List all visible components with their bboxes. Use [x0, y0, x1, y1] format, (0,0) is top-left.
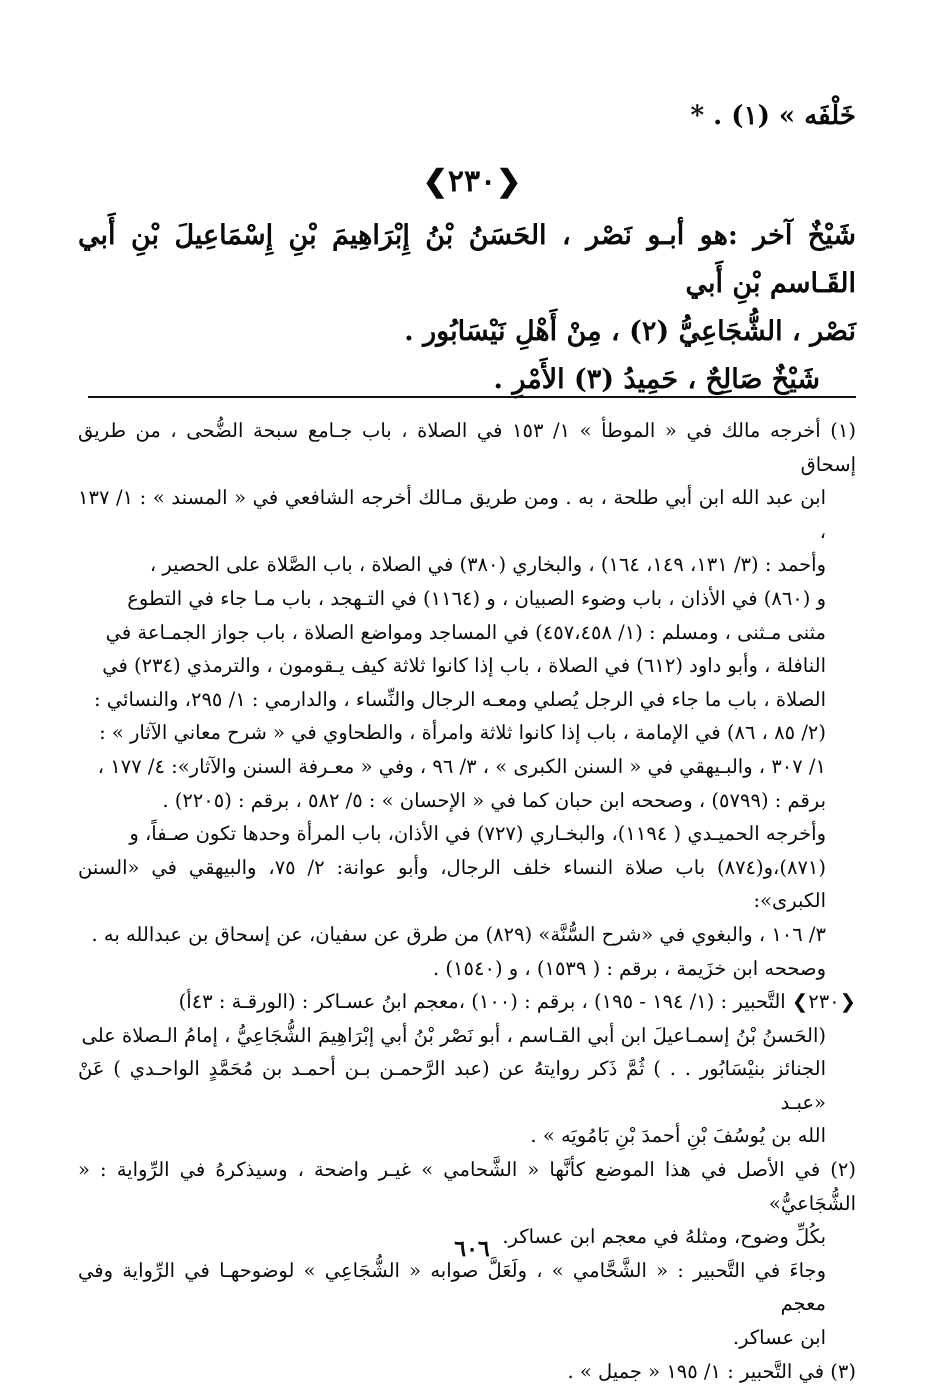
page-number: ٦٠٦ — [454, 1236, 490, 1262]
footnote-line: ٣/ ١٠٦ ، والبغوي في «شرح السُّنَّة» (٨٢٩) من طرق عن سفيان، عن إسحاق بن عبدالله به . — [91, 922, 826, 946]
entry-number: ❮٢٣٠❯ — [422, 164, 522, 199]
footnote-line: (٢/ ٨٥ ، ٨٦) في الإمامة ، باب إذا كانوا ثلاثة وامرأة ، والطحاوي في « شرح معاني الآثار » : — [99, 721, 826, 745]
top-line-text: خَلْفَه » (١) . * — [690, 101, 856, 131]
footnote-line: و (٨٦٠) في الأذان ، باب وضوء الصبيان ، و (١١٦٤) في التـهجد ، باب مـا جاء في التطوع — [127, 586, 826, 610]
entry-line: شَيْخٌ آخر :هو أبـو نَصْر ، الحَسَنُ بْنُ إِبْرَاهِيمَ بْنِ إِسْمَاعِيلَ بْنِ أَبي القَـاسم بْنِ أَبي — [78, 220, 856, 299]
footnote-line: بكُلِّ وضوح، ومثلهُ في معجم ابن عساكر. — [502, 1225, 826, 1249]
footnote-line: (٨٧١)،و(٨٧٤) باب صلاة النساء خلف الرجال، وأبو عوانة: ٢/ ٧٥، والبيهقي في «السنن الكبرى»: — [78, 855, 826, 913]
footnote-line: وصححه ابن خزَيمة ، برقم : ( ١٥٣٩) ، و (١٥٤٠) . — [433, 956, 826, 980]
footnote-line: الجنائز بنيْسَابُور . . ) ثُمَّ ذَكر روايتهُ عن (عبد الرَّحمـن بـن أحمـد بن مُحَمَّدٍ الواحـدي ) عَنْ «عبـد — [78, 1057, 826, 1114]
footnote-line: النافلة ، وأبو داود (٦١٢) في الصلاة ، باب إذا كانوا ثلاثة كيف يـقومون ، والترمذي (٢٣٤) في — [102, 654, 826, 678]
footnote-divider — [88, 396, 856, 398]
footnote-line: وأحمد : (٣/ ١٣١، ١٤٩، ١٦٤) ، والبخاري (٣٨٠) في الصلاة ، باب الصَّلاة على الحصير ، — [149, 553, 826, 577]
footnote-line: (٣) في التَّحبير : ١/ ١٩٥ « جميل » . — [567, 1359, 856, 1383]
entry-line: شَيْخٌ صَالِحٌ ، حَمِيدُ (٣) الأَمْرِ . — [493, 364, 820, 395]
footnote-line: الله بن يُوسُفَ بْنِ أحمدَ بْنِ بَامُويَه » . — [530, 1124, 826, 1148]
entry-line: نَصْر ، الشُّجَاعِيُّ (٢) ، مِنْ أَهْلِ نَيْسَابُور . — [404, 316, 856, 347]
footnote-line: (١) أخرجه مالك في « الموطأ » ١/ ١٥٣ في الصلاة ، باب جـامع سبحة الضُّحى ، من طريق إسحاق — [78, 419, 856, 476]
footnote-line: الصلاة ، باب ما جاء في الرجل يُصلي ومعـه الرجال والنِّساء ، والدارمي : ١/ ٢٩٥، والنسائي : — [94, 687, 826, 711]
entry-body — [78, 212, 856, 404]
footnote-line: برقم : (٥٧٩٩) ، وصححه ابن حبان كما في « الإحسان » : ٥/ ٥٨٢ ، برقم : (٢٢٠٥) . — [162, 788, 826, 812]
footnote-line: ابن عساكر. — [732, 1326, 826, 1350]
footnote-line: ❮٢٣٠❯ التَّحبير : (١/ ١٩٤ - ١٩٥) ، برقم : (١٠٠) ،معجم ابنُ عسـاكر : (الورقـة : ٤٣أ) — [178, 990, 856, 1014]
footnote-line: مثنى مـثنى ، ومسلم : (١/ ٤٥٧،٤٥٨) في المساجد ومواضع الصلاة ، باب جواز الجمـاعة في — [105, 620, 826, 644]
footnote-line: ابن عبد الله ابن أبي طلحة ، به . ومن طريق مـالك أخرجه الشافعي في « المسند » : ١/ ١٣٧ ، — [78, 486, 826, 543]
footnote-line: وجاءَ في التَّحبير : « الشَّحَّامي » ، ولَعَلَّ صوابه « الشُّجَاعِي » لوضوحهـا في الرِّواية وفي معجم — [78, 1258, 826, 1316]
footnote-line: وأخرجه الحميـدي ( ١١٩٤)، والبخـاري (٧٢٧) في الأذان، باب المرأة وحدها تكون صـفاً، و — [129, 822, 826, 846]
footnote-line: (الحَسنُ بْنُ إسمـاعيلَ ابن أبي القـاسم ، أبو نَصْر بْنُ أبي إبْرَاهِيمَ الشُّجَاعِيُّ ، إمامُ الـصلاة على — [81, 1023, 826, 1047]
footnote-line: ١/ ٣٠٧ ، والبـيهقي في « السنن الكبرى » ، ٣/ ٩٦ ، وفي « معـرفة السنن والآثار»: ٤/ ١٧٧ ، — [97, 754, 826, 778]
footnote-line: (٢) في الأصل في هذا الموضع كأنَّها « الشَّحامي » غيـر واضحة ، وسيذكرهُ في الرِّواية : « الشُّجَاعيُّ» — [78, 1158, 856, 1215]
